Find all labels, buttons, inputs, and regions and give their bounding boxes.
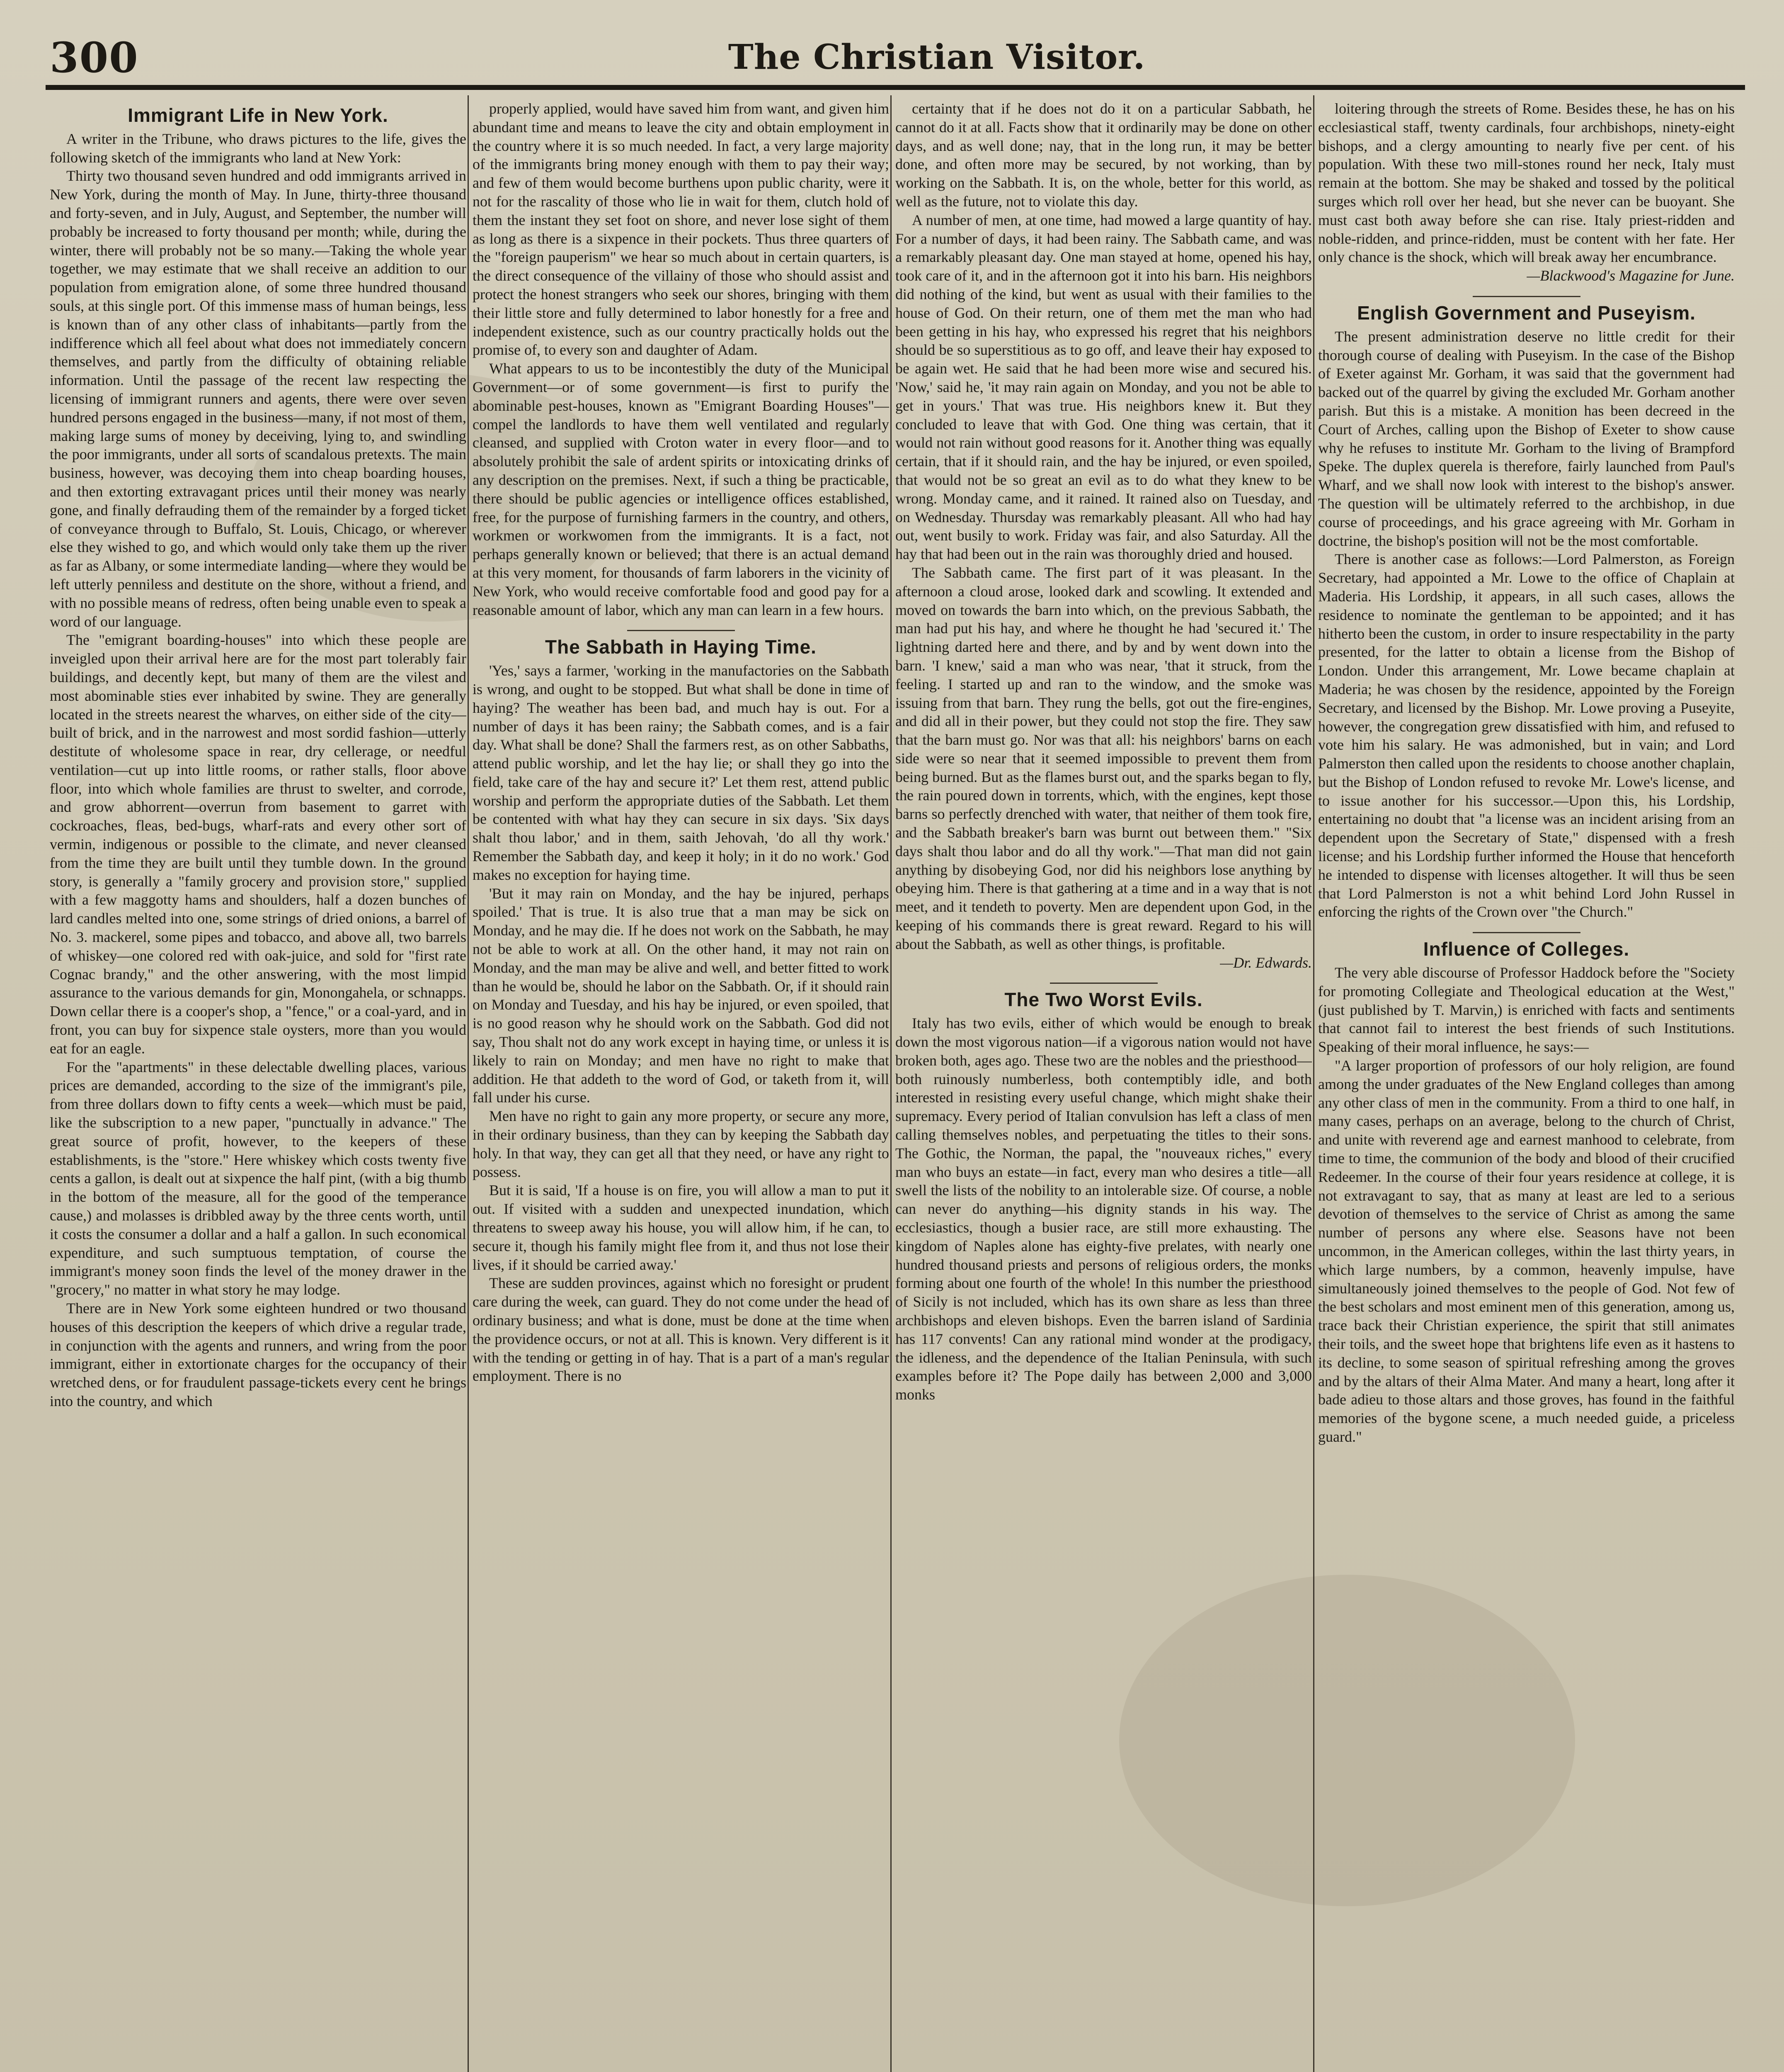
- article-heading: Influence of Colleges.: [1423, 938, 1630, 960]
- column-divider: [890, 95, 892, 2072]
- article-paragraph: A number of men, at one time, had mowed a large quantity of hay. For a number of days, it had been rainy. The Sabbath came, and was a remarkably pleasant day. One man stayed at home, opened his hay, took care of it, and in the afternoon got it into his barn. His neighbors did nothing of the kind, but went as usual with their families to the house of God. On their return, one of them met the man who had been getting in his hay, who expressed his regret that his neighbors should be so superstitious as to go off, and leave their hay exposed to be again wet. He said that he had been more wise and secured his. 'Now,' said he, 'it may rain again on Monday, and you not be able to get in yours.' That was true. His neighbors knew it. But they concluded to leave that with God. One thing was certain, that it would not rain without good reasons for it. Another thing was equally certain, that if it should rain, and the hay be injured, or even spoiled, that would not be so great an evil as to do what they knew to be wrong. Monday came, and it rained. It rained also on Tuesday, and on Wednesday. Thursday was remarkably pleasant. All who had hay out, went busily to work. Friday was fair, and also Saturday. All the hay that had been out in the rain was thoroughly dried and housed.: [895, 211, 1312, 563]
- column-4: [1318, 99, 1735, 2072]
- article-heading: Immigrant Life in New York.: [128, 104, 388, 126]
- article-paragraph: Men have no right to gain any more property, or secure any more, in their ordinary business, than they can by keeping the Sabbath day holy. In that way, they can get all that they need, or have any right to possess.: [473, 1108, 889, 1180]
- page-number: 300: [50, 33, 139, 82]
- column-2: [473, 99, 889, 2072]
- article-paragraph: But it is said, 'If a house is on fire, you will allow a man to put it out. If visited with a sudden and unexpected inundation, which threatens to sweep away his house, you will allow him, if he can, to secure it, though his family might flee from it, and thus not lose their lives, if it should be carried away.': [473, 1182, 889, 1273]
- article-paragraph: A writer in the Tribune, who draws pictures to the life, gives the following sketch of the immigrants who land at New York:: [50, 130, 466, 166]
- article-separator: [1473, 296, 1580, 297]
- article: [1318, 296, 1735, 921]
- article-paragraph: "A larger proportion of professors of our holy religion, are found among the under graduates of the New England colleges than among any other class of men in the community. From a third to one half, in many cases, perhaps on an average, belong to the church of Christ, and unite with reverend age and earnest manhood to celebrate, from time to time, the communion of the body and blood of their crucified Redeemer. In the course of their four years residence at college, it is not extravagant to say, that as many at least are led to a serious devotion of themselves to the service of Christ as among the same number of persons any where else. Seasons have not been uncommon, in the American colleges, within the last thirty years, in which large numbers, by a common, heavenly impulse, have simultaneously joined themselves to the people of God. Not few of the best scholars and most eminent men of this generation, among us, trace back their Christian experience, the spirit that still animates their toils, and the sweet hope that brightens life even as it hastens to its decline, to some season of spiritual refreshing among the groves and by the altars of their Alma Mater. And many a heart, long after it bade adieu to those altars and those groves, has found in the faithful memories of the bygone scene, a much needed guide, a priceless guard.": [1318, 1057, 1735, 1445]
- article-paragraph: properly applied, would have saved him from want, and given him abundant time and means to leave the city and obtain employment in the country where it is so much needed. In fact, a very large majority of the immigrants bring money enough with them to pay their way; and few of them would become burthens upon public charity, were it not for the rascality of those who lie in wait for them, clutch hold of them the instant they set foot on shore, and never lose sight of them as long as there is a sixpence in their pockets. Thus three quarters of the "foreign pauperism" we hear so much about in certain quarters, is the direct consequence of the villainy of those who should assist and protect the honest strangers who seek our shores, bringing with them their little store and fully determined to labor honestly for a free and independent existence, such as our country practically holds out the promise of, to every son and daughter of Adam.: [473, 100, 889, 358]
- article-separator: [627, 630, 735, 631]
- header-rule: [46, 85, 1745, 90]
- article-paragraph: The very able discourse of Professor Haddock before the "Society for promoting Collegiate and Theological education at the West," (just published by T. Marvin,) is enriched with facts and sentiments that cannot fail to interest the best friends of such Institutions. Speaking of their moral influence, he says:—: [1318, 964, 1735, 1055]
- article-separator: [1473, 932, 1580, 933]
- article-paragraph: For the "apartments" in these delectable dwelling places, various prices are demanded, according to the size of the immigrant's pile, from three dollars down to fifty cents a week—which must be paid, like the subscription to a new paper, "punctually in advance." The great source of profit, however, to the keepers of these establishments, is the "store." Here whiskey which costs twenty five cents a gallon, is dealt out at sixpence the half pint, (with a big thumb in the bottom of the measure, all for the good of the temperance cause,) and molasses is dribbled away by the three cents worth, until it costs the consumer a dollar and a half a gallon. In such economical expenditure, and such sumptuous temptation, of course the immigrant's money soon finds the level of the money drawer in the "grocery," no matter in what story he may lodge.: [50, 1058, 466, 1298]
- article-paragraph: There are in New York some eighteen hundred or two thousand houses of this description the keepers of which drive a regular trade, in conjunction with the agents and runners, and wring from the poor immigrant, either in extortionate charges for the occupancy of their wretched dens, or for fraudulent passage-tickets every cent he brings into the country, and which: [50, 1300, 466, 1409]
- article-paragraph: The present administration deserve no little credit for their thorough course of dealing with Puseyism. In the case of the Bishop of Exeter against Mr. Gorham, it was said that the government had backed out of the quarrel by giving the excluded Mr. Gorham another parish. But this is a mistake. A monition has been decreed in the Court of Arches, calling upon the Bishop of Exeter to show cause why he refuses to institute Mr. Gorham to the living of Brampford Speke. The duplex querela is therefore, fairly launched from Paul's Wharf, and we shall now look with interest to the bishop's answer. The question will be ultimately referred to the archbishop, in due course of proceedings, and his grace agreeing with Mr. Gorham in doctrine, the bishop's position will not be the most comfortable.: [1318, 328, 1735, 549]
- article-source: —Blackwood's Magazine for June.: [1527, 267, 1735, 284]
- article-paragraph: The "emigrant boarding-houses" into which these people are inveigled upon their arrival here are for the most part tolerably fair buildings, and decently kept, but many of them are the vilest and most abominable sties ever inhabited by swine. They are generally located in the streets nearest the wharves, on either side of the city—built of brick, and in the narrowest and most sordid fashion—utterly destitute of wholesome space in rear, dry cellerage, or needful ventilation—cut up into little rooms, or rather stalls, floor above floor, into which whole families are thrust to swelter, and corrode, and grow abhorrent—overrun from basement to garret with cockroaches, fleas, bed-bugs, wharf-rats and every other sort of vermin, indigenous or possible to the climate, and never cleansed from the time they are built until they tumble down. In the ground story, is generally a "family grocery and provision store," supplied with a few maggotty hams and shoulders, half a dozen bunches of lard candles melted into one, some strings of dried onions, a barrel of No. 3. mackerel, some pipes and tobacco, and above all, two barrels of whiskey—one colored red with oak-juice, and sold for "first rate Cognac brandy," and the other answering, with the most limpid assurance to the various demands for gin, Monongahela, or schnapps. Down cellar there is a cooper's shop, a "fence," or a coal-yard, and in front, you can buy for sixpence stale oysters, more than you would eat for an eagle.: [50, 632, 466, 1057]
- masthead: [46, 25, 1745, 87]
- article-heading: The Two Worst Evils.: [1004, 989, 1203, 1011]
- article-paragraph: There is another case as follows:—Lord Palmerston, as Foreign Secretary, had appointed a Mr. Lowe to the office of Chaplain at Maderia. His Lordship, it appears, in all such cases, allows the residence to nominate the gentleman to be appointed; and it has hitherto been the custom, in order to insure respectability in the party presented, for the latter to obtain a license from the Bishop of London. Under this arrangement, Mr. Lowe became chaplain at Maderia; he was chosen by the residence, appointed by the Foreign Secretary, and licensed by the Bishop. Mr. Lowe proving a Puseyite, however, the congregation grew dissatisfied with him, and refused to vote him his salary. He was admonished, but in vain; and Lord Palmerston then called upon the residents to choose another chaplain, but the Bishop of London refused to revoke Mr. Lowe's license, and to issue another for his successor.—Upon this, his Lordship, entertaining no doubt that "a license was an incident arising from an dependent upon the Secretary of State," dispensed with a fresh license; and his Lordship further informed the House that henceforth he intended to dispense with licenses altogether. It will thus be seen that Lord Palmerston is not a whit behind Lord John Russel in enforcing the rights of the Crown over "the Church.": [1318, 551, 1735, 920]
- article-paragraph: 'But it may rain on Monday, and the hay be injured, perhaps spoiled.' That is true. It is also true that a man may be sick on Monday, and he may die. If he does not work on the Sabbath, he may not be able to work at all. On the other hand, it may not rain on Monday, and the man may be alive and well, and better fitted to work than he would be, should he labor on the Sabbath. Or, if it should rain on Monday and Tuesday, and his hay be injured, or even spoiled, that is no good reason why he should work on the Sabbath. God did not say, Thou shalt not do any work except in haying time, or unless it is likely to rain on Monday; and men have no right to make that addition. He that addeth to the word of God, or taketh from it, will fall under his curse.: [473, 885, 889, 1106]
- article: [1318, 99, 1735, 285]
- paper-title: The Christian Visitor.: [728, 37, 1146, 77]
- article-paragraph: loitering through the streets of Rome. Besides these, he has on his ecclesiastical staff, twenty cardinals, four archbishops, ninety-eight bishops, and a clergy amounting to nearly five per cent. of his population. With these two mill-stones round her neck, Italy must remain at the bottom. She may be shaked and tossed by the political surges which roll over her head, but she never can be buoyant. She must cast both away before she can rise. Italy priest-ridden and noble-ridden, and prince-ridden, must be content with her fate. Her only chance is the shock, which will break away her encumbrance.: [1318, 100, 1735, 266]
- article: [1318, 932, 1735, 1446]
- article-heading: The Sabbath in Haying Time.: [545, 636, 817, 658]
- article: [473, 99, 889, 619]
- article-paragraph: The Sabbath came. The first part of it was pleasant. In the afternoon a cloud arose, looked dark and scowling. It extended and moved on towards the barn into which, on the previous Sabbath, the man had put his hay, and where he thought he had 'secured it.' The lightning darted here and there, and by and by went down into the barn. 'I knew,' said a man who was near, 'that it struck, from the feeling. I started up and ran to the window, and the smoke was issuing from that barn. They rung the bells, got out the fire-engines, and did all in their power, but they could not stop the fire. They saw that the barn must go. Nor was that all: his neighbors' barns on each side were so near that it seemed impossible to prevent them from being burned. But as the flames burst out, and the sparks began to fly, the rain poured down in torrents, which, with the engines, kept those barns so perfectly drenched with water, that neither of them took fire, and the Sabbath breaker's barn was burnt out between them." "Six days shalt thou labor and do all thy work."—That man did not gain anything by disobeying God, nor did his neighbors lose anything by obeying him. There is that gathering at a time and in a way that is not meet, and it tendeth to poverty. Men are dependent upon God, in the keeping of his commands there is great reward. Regard to his will about the Sabbath, as well as other things, is profitable.: [895, 564, 1312, 952]
- article-paragraph: What appears to us to be incontestibly the duty of the Municipal Government—or of some government—is first to purify the abominable pest-houses, known as "Emigrant Boarding Houses"—compel the landlords to have them well ventilated and regularly cleansed, and supplied with Croton water in every floor—and to absolutely prohibit the sale of ardent spirits or intoxicating drinks of any description on the premises. Next, if such a thing be practicable, there should be public agencies or intelligence offices established, free, for the purpose of furnishing farmers in the country, and others, workmen or workwomen from the immigrants. It is a fact, not perhaps generally known or believed; that there is an actual demand at this very moment, for thousands of farm laborers in the vicinity of New York, who would receive comfortable food and good pay for a reasonable amount of labor, which any man can learn in a few hours.: [473, 360, 889, 618]
- column-3: [895, 99, 1312, 2072]
- article: [473, 630, 889, 1385]
- column-divider: [468, 95, 469, 2072]
- article-source: —Dr. Edwards.: [1220, 954, 1312, 971]
- article-separator: [1050, 983, 1158, 984]
- article-paragraph: Thirty two thousand seven hundred and odd immigrants arrived in New York, during the month of May. In June, thirty-three thousand and forty-seven, and in July, August, and September, the number will probably be increased to forty thousand per month; while, during the winter, there will probably not be so many.—Taking the whole year together, we may estimate that we shall receive an addition to our population from emigration alone, of some three hundred thousand souls, at this single port. Of this immense mass of human beings, less is known than of any other class of inhabitants—partly from the indifference which all feel about what does not immediately concern themselves, and partly from the difficulty of obtaining reliable information. Until the passage of the recent law respecting the licensing of immigrant runners and agents, there were over seven hundred persons engaged in the business—many, if not most of them, making large sums of money by deceiving, lying to, and swindling the poor immigrants, under all sorts of scandalous pretexts. The main business, however, was decoying them into cheap boarding houses, and then extorting extravagant prices until their money was nearly gone, and finally defrauding them of the remainder by a forged ticket of conveyance through to Buffalo, St. Louis, Chicago, or wherever else they wished to go, and which would only take them up the river as far as Albany, or some intermediate landing—where they would be left utterly penniless and destitute on the shore, without a friend, and with no possible means of redress, often being unable even to speak a word of our language.: [50, 167, 466, 630]
- article-heading: English Government and Puseyism.: [1357, 302, 1696, 324]
- article-paragraph: 'Yes,' says a farmer, 'working in the manufactories on the Sabbath is wrong, and ought to be stopped. But what shall be done in time of haying? The weather has been bad, and much hay is out. For a number of days it has been rainy; the Sabbath comes, and is a fair day. What shall be done? Shall the farmers rest, as on other Sabbaths, attend public worship, and let the hay lie; or shall they go into the field, take care of the hay and secure it?' Let them rest, attend public worship and perform the appropriate duties of the Sabbath. Let them be contented with what hay they can secure in six days. 'Six days shalt thou labor,' and in them, saith Jehovah, 'do all thy work.' Remember the Sabbath day, and keep it holy; in it do no work.' God makes no exception for haying time.: [473, 662, 889, 883]
- article: [895, 983, 1312, 1404]
- article: [895, 99, 1312, 972]
- article-paragraph: Italy has two evils, either of which would be enough to break down the most vigorous nation—if a vigorous nation would not have broken both, ages ago. These two are the nobles and the priesthood—both ruinously numberless, both contemptibly idle, and both interested in resisting every useful change, which might shake their supremacy. Every period of Italian convulsion has left a class of men calling themselves nobles, and perpetuating the titles to their sons. The Gothic, the Norman, the papal, the "nouveaux riches," every man who buys an estate—in fact, every man who desires a title—all swell the lists of the nobility to an intolerable size. Of course, a noble can never do anything—his dignity stands in his way. The ecclesiastics, though a busier race, are still more exhausting. The kingdom of Naples alone has eighty-five prelates, with nearly one hundred thousand priests and persons of religious orders, the monks forming about one fourth of the whole! In this number the priesthood of Sicily is not included, which has its own share as less than three archbishops and eleven bishops. Even the barren island of Sardinia has 117 convents! Can any rational mind wonder at the prodigacy, the idleness, and the dependence of the Italian Peninsula, with such examples before it? The Pope daily has between 2,000 and 3,000 monks: [895, 1015, 1312, 1403]
- article: [50, 106, 466, 1411]
- column-divider: [1313, 95, 1314, 2072]
- article-paragraph: certainty that if he does not do it on a particular Sabbath, he cannot do it at all. Facts show that it ordinarily may be done on other days, and as well done; nay, that in the long run, it may be better done, and often more may be secured, by not working, than by working on the Sabbath. It is, on the whole, better for this world, as well as the future, not to violate this day.: [895, 100, 1312, 210]
- column-1: [50, 99, 466, 2072]
- article-paragraph: These are sudden provinces, against which no foresight or prudent care during the week, can guard. They do not come under the head of ordinary business; and what is done, must be done at the time when the providence occurs, or not at all. This is known. Very different is it with the tending or getting in of hay. That is a part of a man's regular employment. There is no: [473, 1275, 889, 1385]
